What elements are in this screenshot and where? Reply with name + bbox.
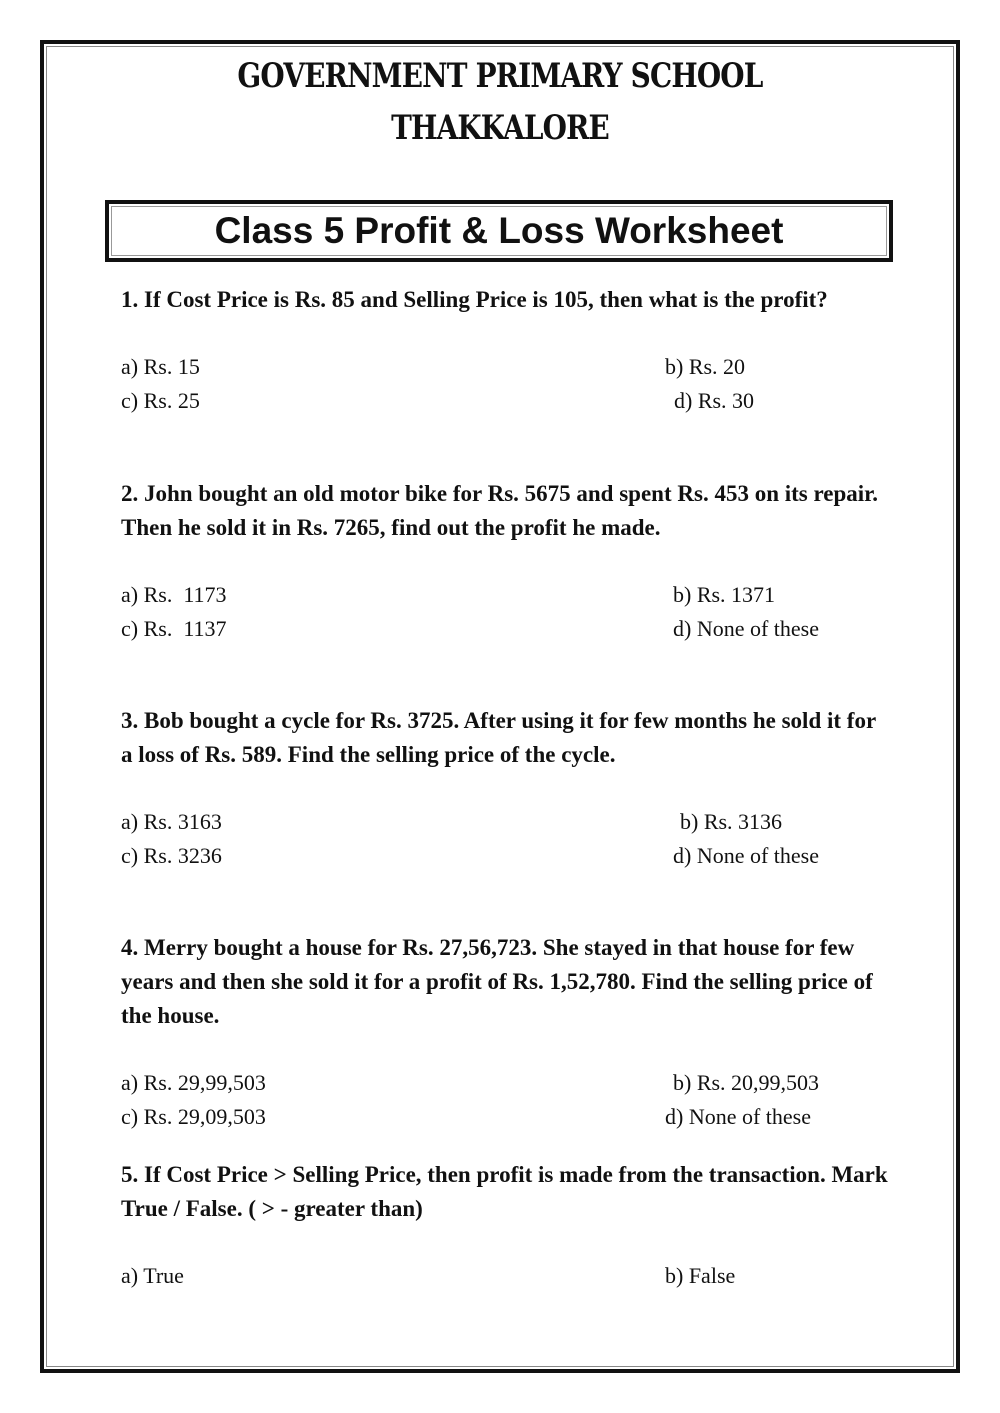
option-b[interactable]: b) False	[665, 1263, 736, 1288]
worksheet-title: Class 5 Profit & Loss Worksheet	[214, 210, 784, 251]
option-d[interactable]: d) None of these	[673, 616, 820, 641]
option-d[interactable]: d) None of these	[665, 1104, 812, 1129]
option-c[interactable]: c) Rs. 29,09,503	[121, 1104, 266, 1129]
option-a[interactable]: a) Rs. 29,99,503	[121, 1070, 266, 1095]
question-1	[121, 283, 891, 418]
question-text: 4. Merry bought a house for Rs. 27,56,723. She stayed in that house for few years and then she sold it for a profit of Rs. 1,52,780. Find the selling price of the house.	[121, 935, 873, 1028]
question-3	[121, 704, 891, 873]
question-text: 3. Bob bought a cycle for Rs. 3725. After using it for few months he sold it for a loss of Rs. 589. Find the selling price of the cycle.	[121, 708, 876, 767]
question-4	[121, 931, 891, 1134]
option-d[interactable]: d) None of these	[673, 843, 820, 868]
option-b[interactable]: b) Rs. 1371	[673, 582, 776, 607]
option-c[interactable]: c) Rs. 3236	[121, 843, 222, 868]
option-a[interactable]: a) Rs. 1173	[121, 582, 227, 607]
option-a[interactable]: a) Rs. 15	[121, 354, 200, 379]
option-c[interactable]: c) Rs. 25	[121, 388, 200, 413]
option-b[interactable]: b) Rs. 20	[665, 354, 746, 379]
option-a[interactable]: a) Rs. 3163	[121, 809, 222, 834]
question-5	[121, 1158, 891, 1293]
school-name: GOVERNMENT PRIMARY SCHOOL	[237, 56, 763, 96]
school-location: THAKKALORE	[391, 108, 609, 148]
question-text: 1. If Cost Price is Rs. 85 and Selling Price is 105, then what is the profit?	[121, 287, 828, 312]
option-b[interactable]: b) Rs. 3136	[680, 809, 783, 834]
question-text: 5. If Cost Price > Selling Price, then profit is made from the transaction. Mark True / False. ( > - greater than)	[121, 1162, 888, 1221]
option-c[interactable]: c) Rs. 1137	[121, 616, 227, 641]
option-d[interactable]: d) Rs. 30	[674, 388, 755, 413]
worksheet-title-box	[105, 200, 893, 262]
option-b[interactable]: b) Rs. 20,99,503	[673, 1070, 820, 1095]
option-a[interactable]: a) True	[121, 1263, 184, 1288]
question-text: 2. John bought an old motor bike for Rs. 5675 and spent Rs. 453 on its repair. Then he sold it in Rs. 7265, find out the profit he made.	[121, 481, 879, 540]
question-2	[121, 477, 891, 646]
